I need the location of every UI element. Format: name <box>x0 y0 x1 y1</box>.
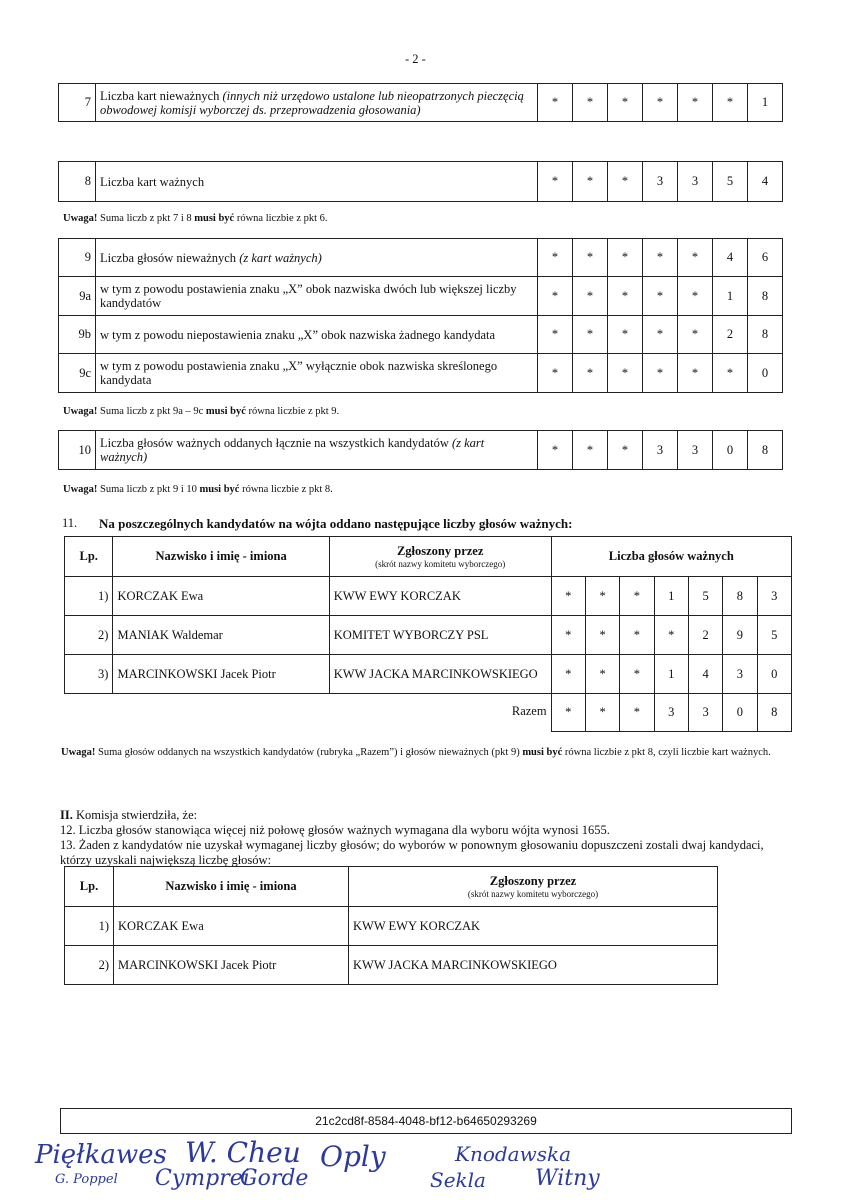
digit-cell: 3 <box>643 162 678 202</box>
digit-cell: * <box>643 316 678 354</box>
runoff-committee: KWW JACKA MARCINKOWSKIEGO <box>349 946 718 985</box>
row-label-italic: (z kart ważnych) <box>100 436 485 464</box>
protocol-row <box>59 354 783 393</box>
digit-cell: 3 <box>643 431 678 470</box>
digit-cell: * <box>551 655 585 694</box>
note-bold: musi być <box>194 213 235 224</box>
digit-cell: * <box>573 277 608 316</box>
runoff-lp: 2) <box>65 946 114 985</box>
signature-4: Cymprei <box>155 1166 250 1191</box>
digit-cell: 8 <box>748 277 783 316</box>
row-number: 9c <box>59 354 96 393</box>
digit-cell: * <box>643 84 678 122</box>
note-text: Suma liczb z pkt 7 i 8 <box>100 213 195 224</box>
digit-cell: * <box>713 84 748 122</box>
header-row <box>65 537 792 577</box>
digit-cell: * <box>573 431 608 470</box>
note-prefix: Uwaga! <box>63 213 98 224</box>
row-number: 9b <box>59 316 96 354</box>
digit-cell: * <box>538 354 573 393</box>
digit-cell: * <box>678 84 713 122</box>
note-text: Suma głosów oddanych na wszystkich kandydatów (rubryka „Razem”) i głosów nieważnych (pkt 9) <box>98 747 523 758</box>
candidate-row <box>65 577 792 616</box>
note-text: Suma liczb z pkt 9a – 9c <box>100 406 206 417</box>
row-label <box>96 277 538 316</box>
digit-cell: 0 <box>713 431 748 470</box>
digit-cell: * <box>585 694 619 732</box>
candidate-committee: KWW JACKA MARCINKOWSKIEGO <box>329 655 551 694</box>
digit-cell: * <box>678 277 713 316</box>
header-name: Nazwisko i imię - imiona <box>113 537 329 577</box>
digit-cell: * <box>585 577 619 616</box>
candidate-committee: KWW EWY KORCZAK <box>329 577 551 616</box>
digit-cell: 2 <box>688 616 722 655</box>
digit-cell: * <box>643 239 678 277</box>
digit-cell: 5 <box>757 616 791 655</box>
candidate-row <box>65 616 792 655</box>
runoff-name: KORCZAK Ewa <box>114 907 349 946</box>
note-text: równa liczbie z pkt 9. <box>245 406 340 417</box>
header-row <box>65 867 718 907</box>
row-label-text: Liczba głosów nieważnych <box>100 250 237 265</box>
digit-cell: 3 <box>688 694 722 732</box>
row-number: 7 <box>59 84 96 122</box>
digit-cell: * <box>538 239 573 277</box>
signature-6: Oply <box>320 1140 386 1173</box>
digit-cell: * <box>643 354 678 393</box>
candidate-lp: 2) <box>65 616 113 655</box>
digit-cell: 1 <box>654 577 688 616</box>
runoff-row <box>65 907 718 946</box>
note-prefix: Uwaga! <box>63 484 98 495</box>
section-ii <box>60 808 795 868</box>
row-label <box>96 239 538 277</box>
header-by-subtitle: (skrót nazwy komitetu wyborczego) <box>467 889 599 899</box>
digit-cell: * <box>538 84 573 122</box>
signature-2: G. Poppel <box>55 1172 118 1187</box>
note-text: równa liczbie z pkt 8. <box>239 484 333 495</box>
signature-7: Knodawska <box>455 1142 572 1166</box>
section-ii-label: II. <box>60 808 73 822</box>
digit-cell: 2 <box>713 316 748 354</box>
digit-cell: 6 <box>748 239 783 277</box>
digit-cell: 3 <box>757 577 791 616</box>
protocol-row <box>59 316 783 354</box>
digit-cell: 0 <box>757 655 791 694</box>
candidate-name: KORCZAK Ewa <box>113 577 329 616</box>
row-label <box>96 354 538 393</box>
header-name: Nazwisko i imię - imiona <box>114 867 349 907</box>
signature-1: Pięłkawes <box>35 1140 167 1170</box>
protocol-row <box>59 162 783 202</box>
row-number: 10 <box>59 431 96 470</box>
digit-cell: 9 <box>723 616 757 655</box>
row-label-text: Liczba kart nieważnych <box>100 88 220 103</box>
digit-cell: * <box>573 354 608 393</box>
runoff-committee: KWW EWY KORCZAK <box>349 907 718 946</box>
digit-cell: * <box>643 277 678 316</box>
note-1 <box>63 213 328 224</box>
header-lp: Lp. <box>65 537 113 577</box>
note-bold: musi być <box>522 747 563 758</box>
row-label-text: w tym z powodu postawienia znaku „X” obok nazwiska dwóch lub większej liczby kandydatów <box>100 282 517 310</box>
total-row <box>65 694 792 732</box>
row-label-italic: (innych niż urzędowo ustalone lub nieopatrzonych pieczęcią obwodowej komisji wyborczej ds. przeprowadzenia głosowania) <box>100 88 524 117</box>
signature-9: Witny <box>535 1166 600 1191</box>
digit-cell: * <box>538 316 573 354</box>
digit-cell: 3 <box>678 431 713 470</box>
note-text: Suma liczb z pkt 9 i 10 <box>100 484 200 495</box>
header-by <box>329 537 551 577</box>
header-by-title: Zgłoszony przez <box>489 874 577 888</box>
runoff-lp: 1) <box>65 907 114 946</box>
row-number: 9a <box>59 277 96 316</box>
note-bold: musi być <box>205 406 246 417</box>
digit-cell: * <box>678 354 713 393</box>
protocol-row <box>59 277 783 316</box>
header-votes: Liczba głosów ważnych <box>551 537 791 577</box>
digit-cell: * <box>551 616 585 655</box>
digit-cell: 8 <box>723 577 757 616</box>
candidate-lp: 3) <box>65 655 113 694</box>
candidate-row <box>65 655 792 694</box>
digit-cell: * <box>678 316 713 354</box>
digit-cell: * <box>620 616 654 655</box>
digit-cell: * <box>538 431 573 470</box>
table-valid-votes <box>58 430 783 470</box>
digit-cell: * <box>608 162 643 202</box>
note-2 <box>63 406 339 417</box>
digit-cell: * <box>573 239 608 277</box>
digit-cell: * <box>620 694 654 732</box>
candidate-committee: KOMITET WYBORCZY PSL <box>329 616 551 655</box>
row-label <box>96 84 538 122</box>
digit-cell: * <box>713 354 748 393</box>
digit-cell: 5 <box>713 162 748 202</box>
protocol-row <box>59 431 783 470</box>
digit-cell: 4 <box>713 239 748 277</box>
table-candidate-votes <box>64 536 792 732</box>
digit-cell: 0 <box>723 694 757 732</box>
digit-cell: 1 <box>713 277 748 316</box>
line-13: 13. Żaden z kandydatów nie uzyskał wymaganej liczby głosów; do wyborów w ponownym głosowaniu dopuszczeni zostali dwaj kandydaci, którzy uzyskali największą liczbę głosów: <box>60 838 764 867</box>
digit-cell: 4 <box>688 655 722 694</box>
note-4 <box>61 745 791 760</box>
row-number: 9 <box>59 239 96 277</box>
digit-cell: * <box>678 239 713 277</box>
header-lp: Lp. <box>65 867 114 907</box>
signature-8: Sekla <box>430 1168 486 1192</box>
note-3 <box>63 484 333 495</box>
digit-cell: * <box>573 316 608 354</box>
table-runoff-candidates <box>64 866 718 985</box>
digit-cell: * <box>538 162 573 202</box>
row-label-text: w tym z powodu niepostawienia znaku „X” obok nazwiska żadnego kandydata <box>100 327 496 342</box>
header-by-subtitle: (skrót nazwy komitetu wyborczego) <box>375 559 506 569</box>
digit-cell: * <box>551 577 585 616</box>
note-text: równa liczbie z pkt 8, czyli liczbie kart ważnych. <box>562 747 771 758</box>
header-by-title: Zgłoszony przez <box>396 544 484 558</box>
digit-cell: 1 <box>654 655 688 694</box>
digit-cell: * <box>608 316 643 354</box>
row-label-text: w tym z powodu postawienia znaku „X” wyłącznie obok nazwiska skreślonego kandydata <box>100 359 498 387</box>
digit-cell: 3 <box>723 655 757 694</box>
signature-3: W. Cheu <box>185 1136 301 1169</box>
digit-cell: * <box>608 277 643 316</box>
protocol-row <box>59 239 783 277</box>
table-invalid-votes <box>58 238 783 393</box>
digit-cell: 8 <box>757 694 791 732</box>
page-number: - 2 - <box>405 52 426 66</box>
note-bold: musi być <box>199 484 240 495</box>
digit-cell: * <box>585 616 619 655</box>
row-label-text: Liczba głosów ważnych oddanych łącznie na wszystkich kandydatów <box>100 436 449 450</box>
runoff-row <box>65 946 718 985</box>
digit-cell: 3 <box>654 694 688 732</box>
row-label <box>96 162 538 202</box>
digit-cell: * <box>538 277 573 316</box>
digit-cell: * <box>608 239 643 277</box>
digit-cell: * <box>620 655 654 694</box>
candidate-lp: 1) <box>65 577 113 616</box>
digit-cell: 3 <box>678 162 713 202</box>
note-text: równa liczbie z pkt 6. <box>234 213 328 224</box>
signature-5: Gorde <box>240 1166 309 1191</box>
row-label-text: Liczba kart ważnych <box>100 174 205 189</box>
table-invalid-cards <box>58 83 783 122</box>
protocol-row <box>59 84 783 122</box>
digit-cell: 8 <box>748 316 783 354</box>
digit-cell: * <box>551 694 585 732</box>
digit-cell: * <box>573 84 608 122</box>
digit-cell: * <box>585 655 619 694</box>
total-label: Razem <box>65 694 552 732</box>
digit-cell: * <box>654 616 688 655</box>
candidate-name: MARCINKOWSKI Jacek Piotr <box>113 655 329 694</box>
row-number: 8 <box>59 162 96 202</box>
row-label-italic: (z kart ważnych) <box>239 250 322 265</box>
digit-cell: * <box>608 354 643 393</box>
row-label <box>96 316 538 354</box>
candidate-name: MANIAK Waldemar <box>113 616 329 655</box>
row-label <box>96 431 538 470</box>
digit-cell: 1 <box>748 84 783 122</box>
digit-cell: 8 <box>748 431 783 470</box>
digit-cell: * <box>620 577 654 616</box>
runoff-name: MARCINKOWSKI Jacek Piotr <box>114 946 349 985</box>
note-prefix: Uwaga! <box>63 406 98 417</box>
document-id-box: 21c2cd8f-8584-4048-bf12-b64650293269 <box>60 1108 792 1134</box>
digit-cell: * <box>573 162 608 202</box>
line-12: 12. Liczba głosów stanowiąca więcej niż połowę głosów ważnych wymagana dla wyboru wójta wynosi 1655. <box>60 823 610 837</box>
digit-cell: 4 <box>748 162 783 202</box>
header-by <box>349 867 718 907</box>
digit-cell: * <box>608 431 643 470</box>
section-ii-intro: Komisja stwierdziła, że: <box>75 808 198 822</box>
digit-cell: 5 <box>688 577 722 616</box>
note-prefix: Uwaga! <box>61 747 96 758</box>
section-11-number: 11. <box>62 516 78 530</box>
digit-cell: * <box>608 84 643 122</box>
table-valid-cards <box>58 161 783 202</box>
section-11-title: Na poszczególnych kandydatów na wójta oddano następujące liczby głosów ważnych: <box>99 516 573 531</box>
digit-cell: 0 <box>748 354 783 393</box>
